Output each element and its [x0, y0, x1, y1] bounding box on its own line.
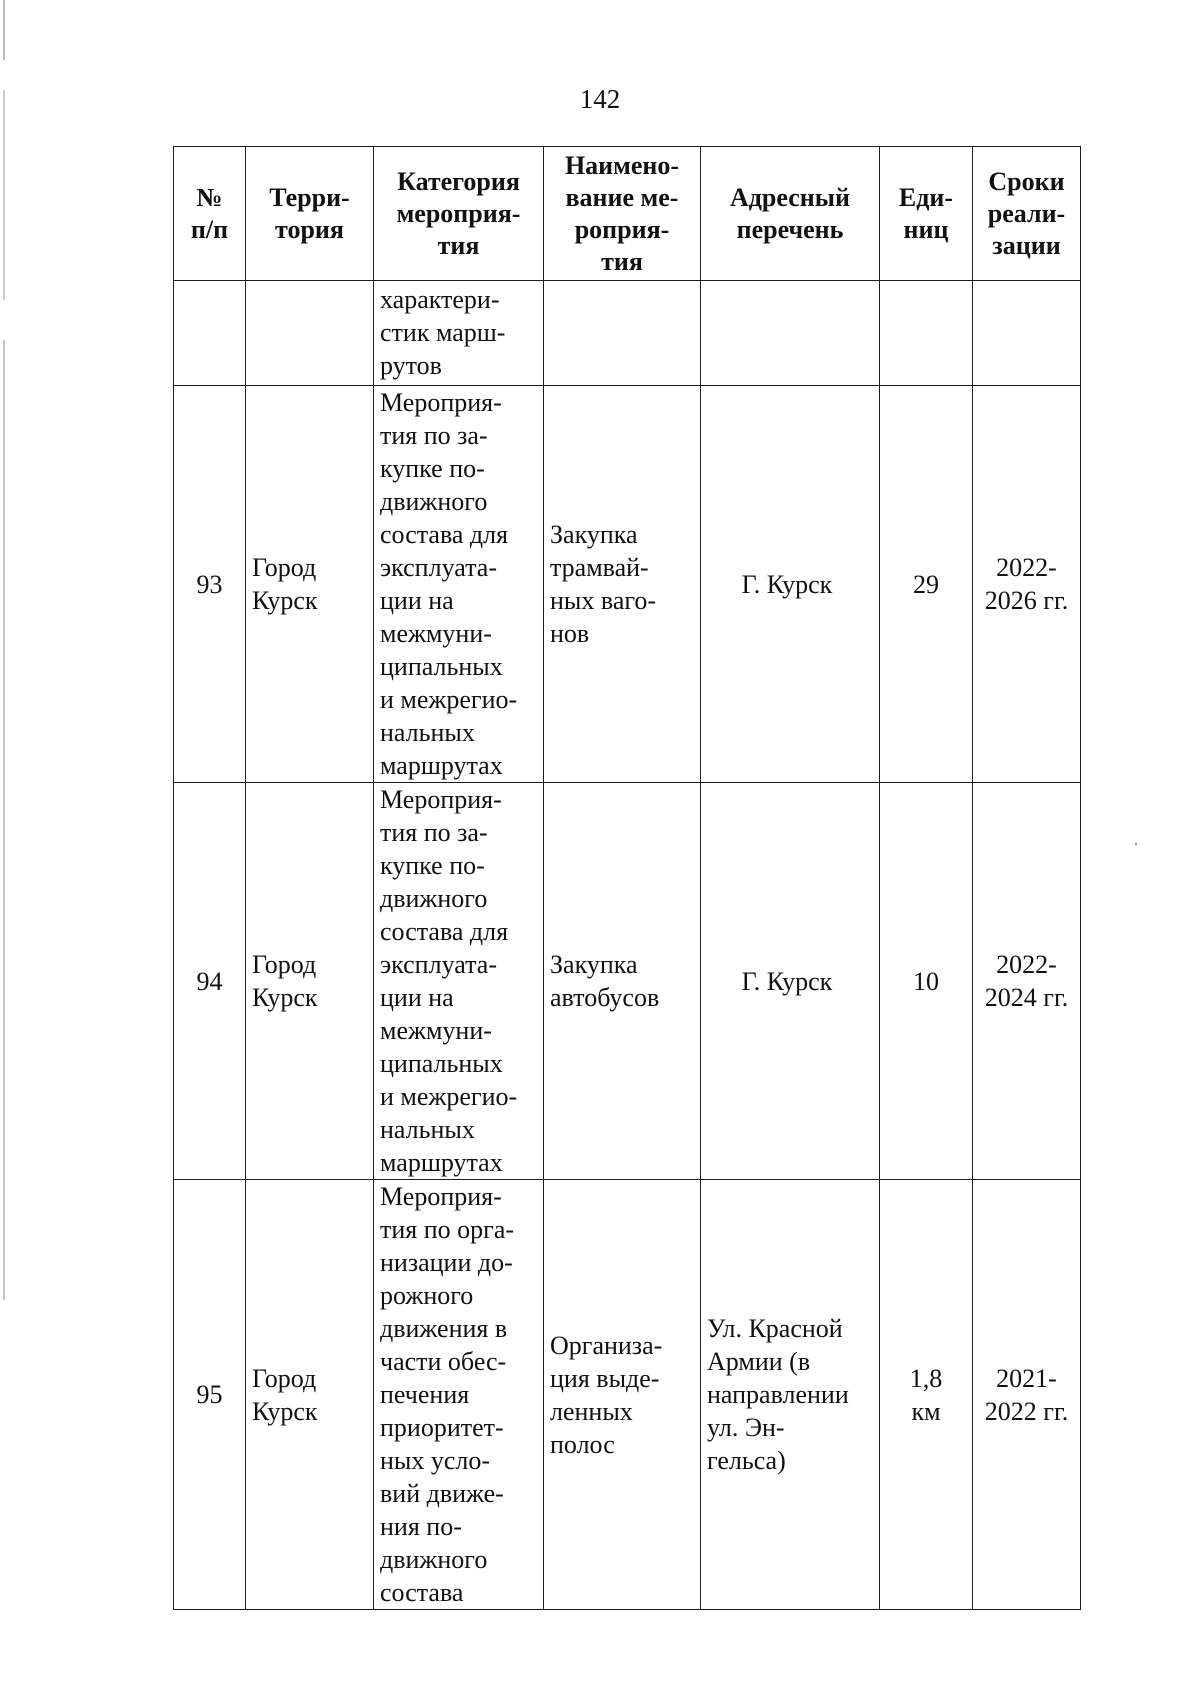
cell-category: Мероприя- тия по за- купке по- движного состава для эксплуата- ции на межмуни- ципальных и межрегио- нальных маршрутах — [374, 783, 544, 1180]
table-row — [174, 1180, 1081, 1610]
cell-num: 93 — [174, 386, 246, 783]
header-category: Категория мероприя- тия — [374, 147, 544, 281]
cell-address — [701, 281, 880, 386]
cell-name — [544, 281, 701, 386]
cell-units: 1,8 км — [880, 1180, 973, 1610]
scan-speck — [1135, 843, 1137, 845]
page-number: 142 — [579, 84, 621, 114]
cell-address: Г. Курск — [701, 783, 880, 1180]
cell-address: Ул. Красной Армии (в направлении ул. Эн- гельса) — [701, 1180, 880, 1610]
header-address: Адресный перечень — [701, 147, 880, 281]
header-territory: Терри- тория — [246, 147, 374, 281]
cell-term: 2021- 2022 гг. — [973, 1180, 1081, 1610]
cell-category: Мероприя- тия по за- купке по- движного состава для эксплуата- ции на межмуни- ципальных и межрегио- нальных маршрутах — [374, 386, 544, 783]
cell-territory: Город Курск — [246, 783, 374, 1180]
cell-num: 95 — [174, 1180, 246, 1610]
cell-territory — [246, 281, 374, 386]
measures-table — [173, 146, 1081, 1610]
cell-address: Г. Курск — [701, 386, 880, 783]
cell-term: 2022- 2024 гг. — [973, 783, 1081, 1180]
table-row-continuation — [174, 281, 1081, 386]
cell-num: 94 — [174, 783, 246, 1180]
scan-edge-line — [3, 0, 5, 1703]
cell-name: Закупка автобусов — [544, 783, 701, 1180]
cell-units: 10 — [880, 783, 973, 1180]
cell-territory: Город Курск — [246, 386, 374, 783]
cell-territory: Город Курск — [246, 1180, 374, 1610]
cell-category: характери- стик марш- рутов — [374, 281, 544, 386]
table-row — [174, 386, 1081, 783]
cell-units — [880, 281, 973, 386]
cell-category: Мероприя- тия по орга- низации до- рожного движения в части обес- печения приоритет- ных усло- вий движе- ния по- движного состава — [374, 1180, 544, 1610]
cell-term — [973, 281, 1081, 386]
cell-term: 2022- 2026 гг. — [973, 386, 1081, 783]
table-row — [174, 783, 1081, 1180]
table-header-row — [174, 147, 1081, 281]
header-term: Сроки реали- зации — [973, 147, 1081, 281]
cell-name: Организа- ция выде- ленных полос — [544, 1180, 701, 1610]
cell-num — [174, 281, 246, 386]
cell-name: Закупка трамвай- ных ваго- нов — [544, 386, 701, 783]
header-num: № п/п — [174, 147, 246, 281]
header-units: Еди- ниц — [880, 147, 973, 281]
header-name: Наимено- вание ме- роприя- тия — [544, 147, 701, 281]
cell-units: 29 — [880, 386, 973, 783]
